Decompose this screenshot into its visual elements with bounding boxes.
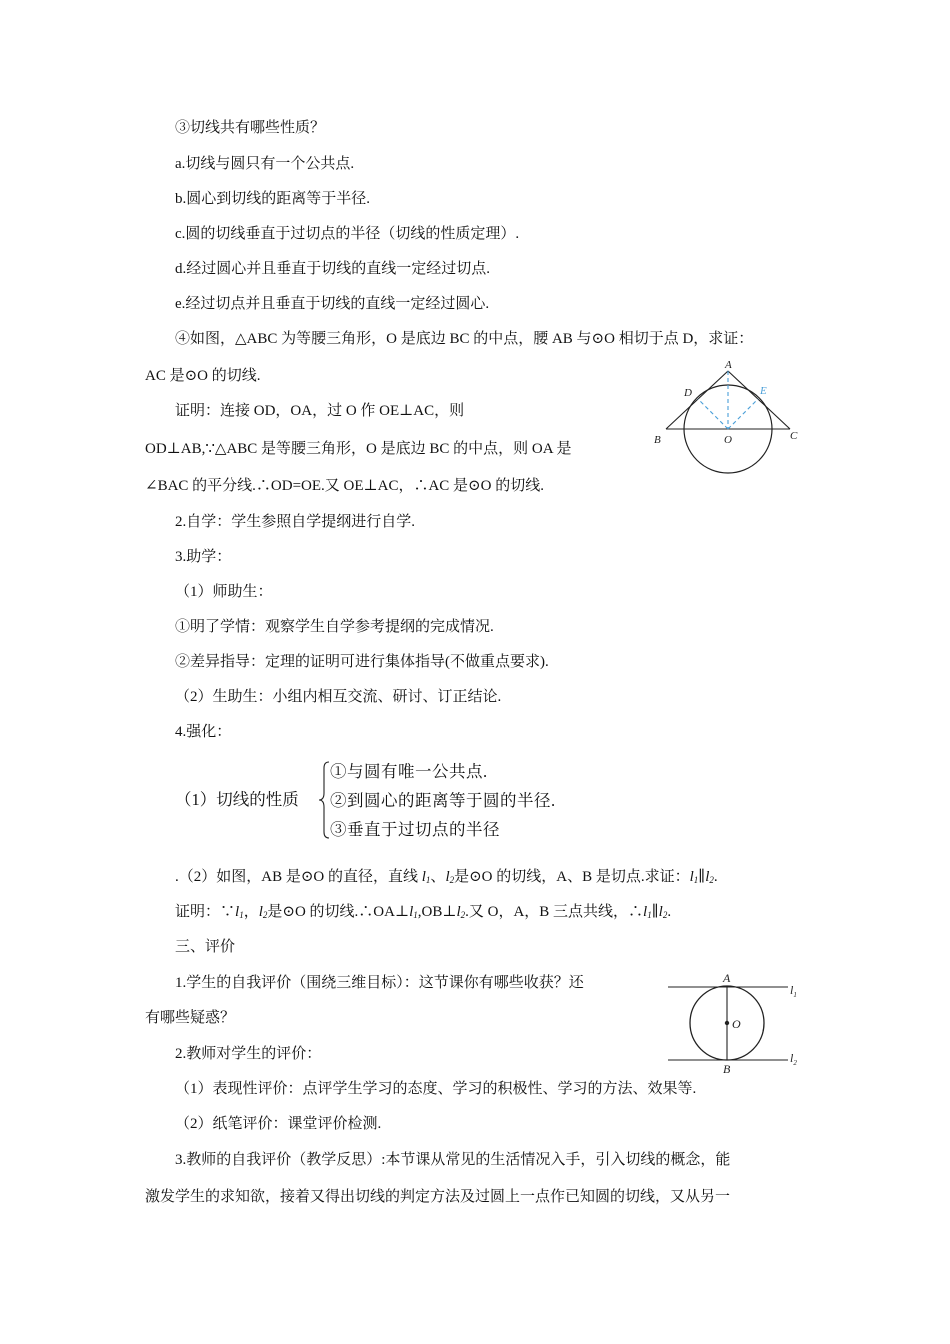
problem-2 xyxy=(175,867,718,890)
assisted-study: 3.助学： xyxy=(175,549,232,565)
brace-item-1: ①与圆有唯一公共点. xyxy=(330,762,488,781)
center-dot xyxy=(725,1021,729,1025)
problem-2-proof xyxy=(175,902,671,925)
fig2-label-a: A xyxy=(723,971,731,985)
pf-b: ， xyxy=(243,904,259,920)
problem-2-text-b: 是⊙O 的切线，A、B 是切点.求证： xyxy=(454,869,690,885)
pf-f: ∥ xyxy=(651,904,659,920)
pf-l1-sub: 1 xyxy=(239,910,244,920)
problem-2-end: . xyxy=(713,869,718,885)
l2-sub-b: 2 xyxy=(709,875,714,885)
l1-sub: 1 xyxy=(425,875,431,885)
pf-l1: l xyxy=(235,904,240,920)
pf-l1c: l xyxy=(643,904,648,920)
pf-a: 证明：∵ xyxy=(175,904,236,920)
fig2-l2: l xyxy=(790,1051,794,1065)
property-d: d.经过圆心并且垂直于切线的直线一定经过切点. xyxy=(175,261,491,277)
q4-statement-line1: ④如图，△ABC 为等腰三角形，O 是底边 BC 的中点，腰 AB 与⊙O 相切于点 D，求证： xyxy=(175,331,754,347)
pf-l2b-sub: 2 xyxy=(460,910,466,920)
q4-statement-line2: AC 是⊙O 的切线. xyxy=(145,368,261,384)
fig2-label-l2 xyxy=(790,1051,797,1067)
problem-2-sep: 、 xyxy=(430,869,446,885)
fig2-label-b: B xyxy=(723,1062,731,1076)
pf-d: ,OB⊥ xyxy=(417,904,457,920)
label-c: C xyxy=(790,430,798,442)
eval-2: 2.教师对学生的评价： xyxy=(175,1046,322,1062)
section-evaluation: 三、评价 xyxy=(175,939,236,955)
l1-sub-b: 1 xyxy=(693,875,699,885)
fig2-l2-sub: 2 xyxy=(793,1059,797,1067)
eval-1-line2: 有哪些疑惑？ xyxy=(145,1010,236,1026)
reinforce: 4.强化： xyxy=(175,724,232,740)
segment-oe xyxy=(728,399,758,429)
segment-ab xyxy=(666,371,728,429)
pf-l1b-sub: 1 xyxy=(413,910,418,920)
student-helps-student: （2）生助生：小组内相互交流、研讨、订正结论. xyxy=(175,689,502,705)
fig2-l1-sub: 1 xyxy=(793,991,797,999)
fig2-label-l1 xyxy=(790,983,797,999)
pf-g: . xyxy=(667,904,672,920)
property-c: c.圆的切线垂直于过切点的半径（切线的性质定理）. xyxy=(175,226,520,242)
brace-item-2: ②到圆心的距离等于圆的半径. xyxy=(330,791,556,810)
label-o: O xyxy=(724,434,732,446)
label-d: D xyxy=(684,387,692,399)
property-b: b.圆心到切线的距离等于半径. xyxy=(175,191,371,207)
property-a: a.切线与圆只有一个公共点. xyxy=(175,156,355,172)
pf-l2: l xyxy=(258,904,263,920)
label-e: E xyxy=(760,385,767,397)
problem-2-text-a: .（2）如图，AB 是⊙O 的直径，直线 xyxy=(175,869,422,885)
understand-situation: ①明了学情：观察学生自学参考提纲的完成情况. xyxy=(175,619,494,635)
brace-item-3: ③垂直于过切点的半径 xyxy=(330,820,500,839)
segment-od xyxy=(698,399,728,429)
l2-symbol-b: l xyxy=(705,869,710,885)
fig2-label-o: O xyxy=(732,1017,741,1031)
label-b: B xyxy=(654,434,661,446)
figure-isosceles-triangle-circle xyxy=(648,356,808,478)
pf-l1b: l xyxy=(409,904,414,920)
differentiated-guidance: ②差异指导：定理的证明可进行集体指导(不做重点要求). xyxy=(175,654,549,670)
pf-l1c-sub: 1 xyxy=(647,910,652,920)
pf-l2c: l xyxy=(658,904,663,920)
label-a: A xyxy=(725,359,732,371)
l1-symbol: l xyxy=(421,869,426,885)
eval-2-1: （1）表现性评价：点评学生学习的态度、学习的积极性、学习的方法、效果等. xyxy=(175,1081,697,1097)
eval-2-2: （2）纸笔评价：课堂评价检测. xyxy=(175,1116,382,1132)
proof-line3: ∠BAC 的平分线.∴OD=OE.又 OE⊥AC，∴AC 是⊙O 的切线. xyxy=(145,478,544,494)
segment-ac xyxy=(728,371,790,429)
pf-l2c-sub: 2 xyxy=(662,910,668,920)
l1-symbol-b: l xyxy=(689,869,694,885)
eval-3-line2: 激发学生的求知欲，接着又得出切线的判定方法及过圆上一点作已知圆的切线，又从另一 xyxy=(145,1189,731,1205)
fig2-l1: l xyxy=(790,983,794,997)
l2-sub: 2 xyxy=(449,875,455,885)
pf-c: 是⊙O 的切线.∴OA⊥ xyxy=(267,904,410,920)
eval-1-line1: 1.学生的自我评价（围绕三维目标）：这节课你有哪些收获？还 xyxy=(175,975,584,991)
property-e: e.经过切点并且垂直于切线的直线一定经过圆心. xyxy=(175,296,490,312)
teacher-helps-student: （1）师助生： xyxy=(175,584,273,600)
q3-heading: ③切线共有哪些性质？ xyxy=(175,120,326,136)
l2-symbol: l xyxy=(445,869,450,885)
figure-parallel-tangents xyxy=(666,968,816,1078)
pf-l2-sub: 2 xyxy=(262,910,268,920)
eval-3-line1: 3.教师的自我评价（教学反思）:本节课从常见的生活情况入手，引入切线的概念，能 xyxy=(175,1152,731,1168)
self-study: 2.自学：学生参照自学提纲进行自学. xyxy=(175,514,416,530)
parallel-symbol: ∥ xyxy=(698,869,706,885)
pf-l2b: l xyxy=(456,904,461,920)
proof-line1: 证明：连接 OD，OA，过 O 作 OE⊥AC，则 xyxy=(175,403,465,419)
pf-e: .又 O，A，B 三点共线，∴ xyxy=(465,904,644,920)
brace-label: （1）切线的性质 xyxy=(175,790,299,809)
proof-line2: OD⊥AB,∵△ABC 是等腰三角形，O 是底边 BC 的中点，则 OA 是 xyxy=(145,441,572,457)
